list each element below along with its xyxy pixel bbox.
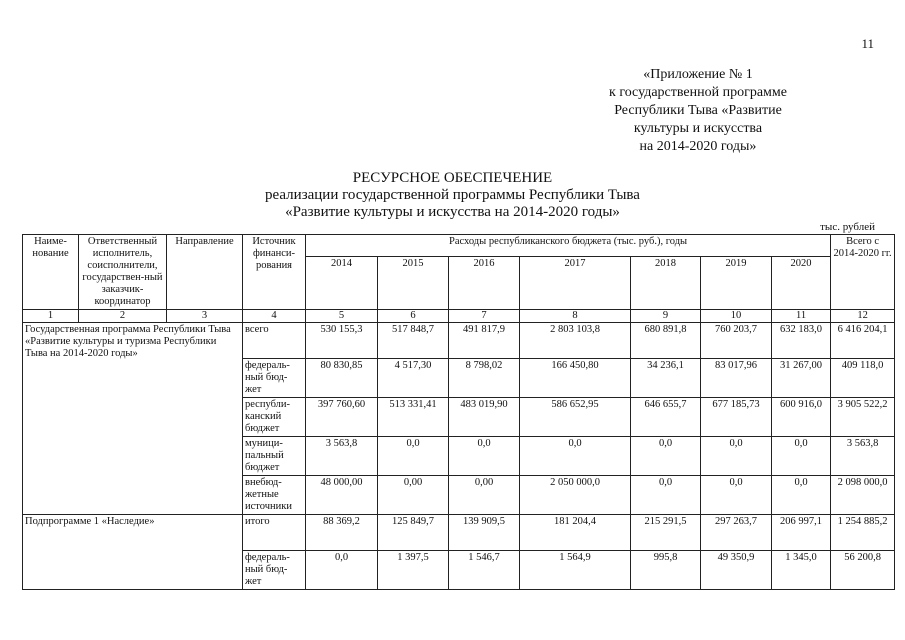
table-row [23,323,895,359]
annex-line: Республики Тыва «Развитие [614,103,782,118]
table-row [23,515,895,551]
annex-line: «Приложение № 1 [643,67,753,82]
year-value: 513 331,41 [378,398,449,437]
year-value: 632 183,0 [772,323,831,359]
total-value: 2 098 000,0 [831,476,895,515]
total-value: 56 200,8 [831,551,895,590]
column-number: 12 [831,310,895,323]
funding-source: федераль-ный бюд-жет [243,359,306,398]
total-value: 6 416 204,1 [831,323,895,359]
year-value: 2 050 000,0 [520,476,631,515]
title-line-1: РЕСУРСНОЕ ОБЕСПЕЧЕНИЕ [352,170,553,186]
year-value: 48 000,00 [306,476,378,515]
year-value: 0,0 [772,476,831,515]
header-year: 2016 [449,257,520,310]
column-number: 3 [167,310,243,323]
year-value: 0,00 [449,476,520,515]
funding-source: муници-пальный бюджет [243,437,306,476]
year-value: 4 517,30 [378,359,449,398]
total-value: 3 563,8 [831,437,895,476]
year-value: 483 019,90 [449,398,520,437]
year-value: 517 848,7 [378,323,449,359]
year-value: 677 185,73 [701,398,772,437]
year-value: 600 916,0 [772,398,831,437]
funding-source: федераль-ный бюд-жет [243,551,306,590]
year-value: 215 291,5 [631,515,701,551]
header-year: 2015 [378,257,449,310]
year-value: 139 909,5 [449,515,520,551]
year-value: 646 655,7 [631,398,701,437]
year-value: 0,00 [378,476,449,515]
funding-source: внебюд-жетные источники [243,476,306,515]
title-line-2: реализации государственной программы Республики Тыва [265,187,640,203]
year-value: 8 798,02 [449,359,520,398]
annex-line: культуры и искусства [633,121,763,136]
header-year: 2020 [772,257,831,310]
year-value: 995,8 [631,551,701,590]
year-value: 0,0 [772,437,831,476]
column-number: 7 [449,310,520,323]
year-value: 1 397,5 [378,551,449,590]
year-value: 1 546,7 [449,551,520,590]
year-value: 80 830,85 [306,359,378,398]
header-executor: Ответственный исполнитель, соисполнители, государствен-ный заказчик-координатор [79,235,167,310]
funding-source: республи-канский бюджет [243,398,306,437]
year-value: 397 760,60 [306,398,378,437]
year-value: 31 267,00 [772,359,831,398]
year-value: 0,0 [520,437,631,476]
column-number: 2 [79,310,167,323]
year-value: 297 263,7 [701,515,772,551]
year-value: 49 350,9 [701,551,772,590]
column-number: 9 [631,310,701,323]
header-direction: Направление [167,235,243,310]
year-value: 0,0 [631,437,701,476]
title-line-3: «Развитие культуры и искусства на 2014-2020 годы» [285,204,620,220]
column-number: 10 [701,310,772,323]
year-value: 88 369,2 [306,515,378,551]
year-value: 530 155,3 [306,323,378,359]
year-value: 0,0 [701,476,772,515]
column-number: 1 [23,310,79,323]
header-total: Всего с 2014-2020 гг. [831,235,895,310]
year-value: 491 817,9 [449,323,520,359]
header-year: 2014 [306,257,378,310]
column-number: 8 [520,310,631,323]
header-name: Наиме-нование [23,235,79,310]
funding-source: итого [243,515,306,551]
total-value: 409 118,0 [831,359,895,398]
column-number: 4 [243,310,306,323]
year-value: 586 652,95 [520,398,631,437]
header-year: 2017 [520,257,631,310]
header-source: Источник финанси-рования [243,235,306,310]
column-number-row [23,310,895,323]
column-number: 5 [306,310,378,323]
year-value: 1 345,0 [772,551,831,590]
annex-line: на 2014-2020 годы» [639,139,757,154]
year-value: 166 450,80 [520,359,631,398]
program-title: Подпрограмме 1 «Наследие» [23,515,243,590]
units-label: тыс. рублей [820,221,875,233]
year-value: 3 563,8 [306,437,378,476]
year-value: 83 017,96 [701,359,772,398]
year-value: 181 204,4 [520,515,631,551]
year-value: 206 997,1 [772,515,831,551]
annex-line: к государственной программе [609,85,787,100]
year-value: 34 236,1 [631,359,701,398]
total-value: 3 905 522,2 [831,398,895,437]
year-value: 1 564,9 [520,551,631,590]
column-number: 11 [772,310,831,323]
resource-table [22,234,895,590]
annex-heading [583,66,813,156]
header-year: 2018 [631,257,701,310]
year-value: 0,0 [306,551,378,590]
year-value: 0,0 [631,476,701,515]
funding-source: всего [243,323,306,359]
year-value: 760 203,7 [701,323,772,359]
program-title: Государственная программа Республики Тыва «Развитие культуры и туризма Республики Тыва на 2014-2020 годы» [23,323,243,515]
year-value: 680 891,8 [631,323,701,359]
year-value: 0,0 [378,437,449,476]
page-number: 11 [861,36,874,51]
header-expenses: Расходы республиканского бюджета (тыс. руб.), годы [306,235,831,257]
header-year: 2019 [701,257,772,310]
year-value: 2 803 103,8 [520,323,631,359]
document-title [0,170,905,221]
year-value: 0,0 [449,437,520,476]
year-value: 0,0 [701,437,772,476]
total-value: 1 254 885,2 [831,515,895,551]
year-value: 125 849,7 [378,515,449,551]
column-number: 6 [378,310,449,323]
